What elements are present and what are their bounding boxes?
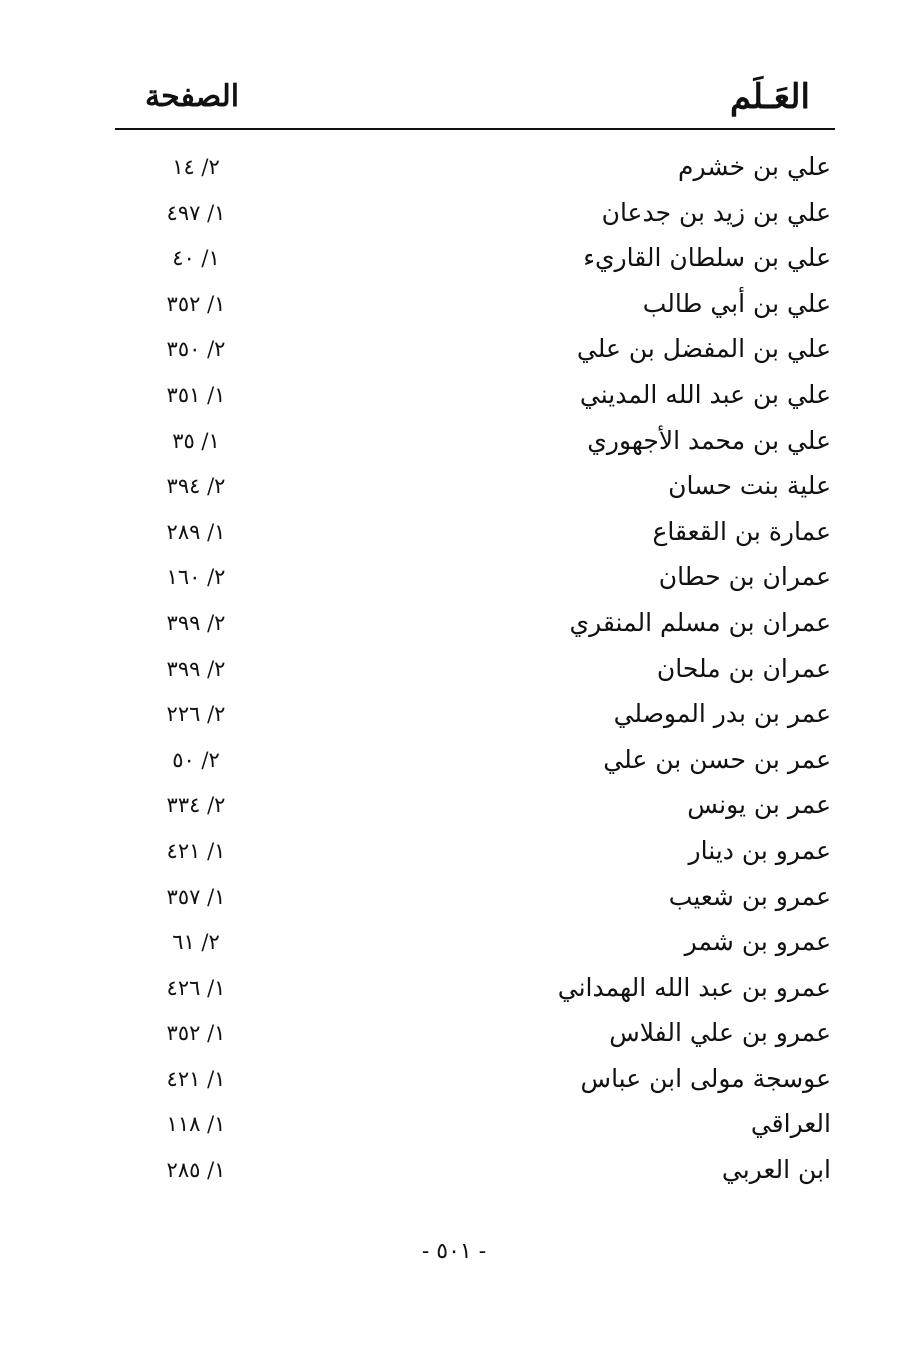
index-entry [115, 374, 835, 420]
entry-name: علي بن عبد الله المديني [579, 379, 831, 409]
entry-page-ref: ١/ ٤٢١ [166, 1066, 226, 1091]
index-entry [115, 1012, 835, 1058]
index-entry [115, 876, 835, 922]
entry-page-ref: ١/ ٣٥١ [166, 382, 226, 407]
entry-page-ref: ٢/ ٣٩٩ [166, 610, 226, 635]
entry-page-ref: ١/ ٣٥٢ [166, 1021, 226, 1046]
entry-page-ref: ١/ ٣٥٧ [166, 884, 226, 909]
entry-name: عمرو بن شمر [684, 927, 831, 957]
entry-page-ref: ٢/ ١٦٠ [166, 565, 226, 590]
index-entry [115, 648, 835, 694]
index-entry [115, 1149, 835, 1195]
entry-name: العراقي [750, 1109, 831, 1139]
entry-name: علية بنت حسان [668, 471, 831, 501]
entry-page-ref: ٢/ ٣٩٤ [166, 474, 226, 499]
name-column-heading: العَـلَم [729, 77, 810, 117]
entry-name: عمارة بن القعقاع [652, 516, 831, 546]
index-entries [115, 146, 835, 1195]
page-number: - ٥٠١ - [421, 1239, 487, 1264]
entry-name: علي بن المفضل بن علي [576, 334, 831, 364]
entry-name: عمران بن ملحان [656, 653, 831, 683]
entry-name: عمرو بن دينار [688, 835, 831, 865]
entry-name: عمر بن حسن بن علي [603, 744, 831, 774]
entry-name: عمرو بن شعيب [668, 881, 831, 911]
index-entry [115, 556, 835, 602]
header-divider [115, 128, 835, 130]
index-entry [115, 830, 835, 876]
index-entry [115, 146, 835, 192]
page-column-heading: الصفحة [145, 79, 240, 114]
entry-name: ابن العربي [721, 1155, 831, 1185]
entry-name: علي بن محمد الأجهوري [587, 425, 831, 455]
entry-name: علي بن خشرم [678, 152, 831, 181]
entry-page-ref: ١/ ٢٨٩ [166, 519, 226, 544]
entry-page-ref: ١/ ٢٨٥ [166, 1158, 226, 1183]
entry-page-ref: ٢/ ٢٢٦ [166, 702, 226, 727]
entry-page-ref: ١/ ٤٢٦ [166, 975, 226, 1000]
entry-page-ref: ١/ ٤٠ [172, 246, 220, 271]
entry-name: عمر بن بدر الموصلي [613, 699, 831, 729]
index-entry [115, 967, 835, 1013]
entry-page-ref: ٢/ ٣٩٩ [166, 656, 226, 681]
index-entry [115, 420, 835, 466]
entry-name: عمرو بن عبد الله الهمداني [557, 972, 831, 1002]
entry-page-ref: ٢/ ١٤ [172, 155, 220, 179]
index-entry [115, 921, 835, 967]
entry-name: علي بن أبي طالب [642, 288, 831, 318]
entry-page-ref: ١/ ٣٥ [172, 428, 220, 453]
index-entry [115, 511, 835, 557]
entry-page-ref: ٢/ ٦١ [172, 930, 220, 955]
entry-page-ref: ١/ ٣٥٢ [166, 291, 226, 316]
index-entry [115, 739, 835, 785]
index-entry [115, 465, 835, 511]
entry-page-ref: ١/ ٤٢١ [166, 838, 226, 863]
index-entry [115, 328, 835, 374]
index-entry [115, 602, 835, 648]
entry-page-ref: ٢/ ٥٠ [172, 747, 220, 772]
entry-name: عمران بن مسلم المنقري [569, 607, 831, 637]
entry-name: علي بن سلطان القاريء [583, 243, 831, 273]
index-entry [115, 192, 835, 238]
entry-page-ref: ٢/ ٣٣٤ [166, 793, 226, 818]
index-entry [115, 1058, 835, 1104]
index-entry [115, 283, 835, 329]
entry-page-ref: ٢/ ٣٥٠ [166, 337, 226, 362]
index-header [115, 72, 835, 122]
index-entry [115, 1103, 835, 1149]
entry-name: عمر بن يونس [687, 790, 831, 820]
entry-name: علي بن زيد بن جدعان [601, 197, 831, 227]
entry-name: عمران بن حطان [658, 562, 831, 592]
entry-page-ref: ١/ ١١٨ [166, 1112, 226, 1137]
entry-page-ref: ١/ ٤٩٧ [166, 200, 226, 225]
entry-name: عمرو بن علي الفلاس [609, 1018, 831, 1048]
index-entry [115, 237, 835, 283]
index-entry [115, 693, 835, 739]
entry-name: عوسجة مولى ابن عباس [580, 1063, 831, 1093]
index-entry [115, 784, 835, 830]
